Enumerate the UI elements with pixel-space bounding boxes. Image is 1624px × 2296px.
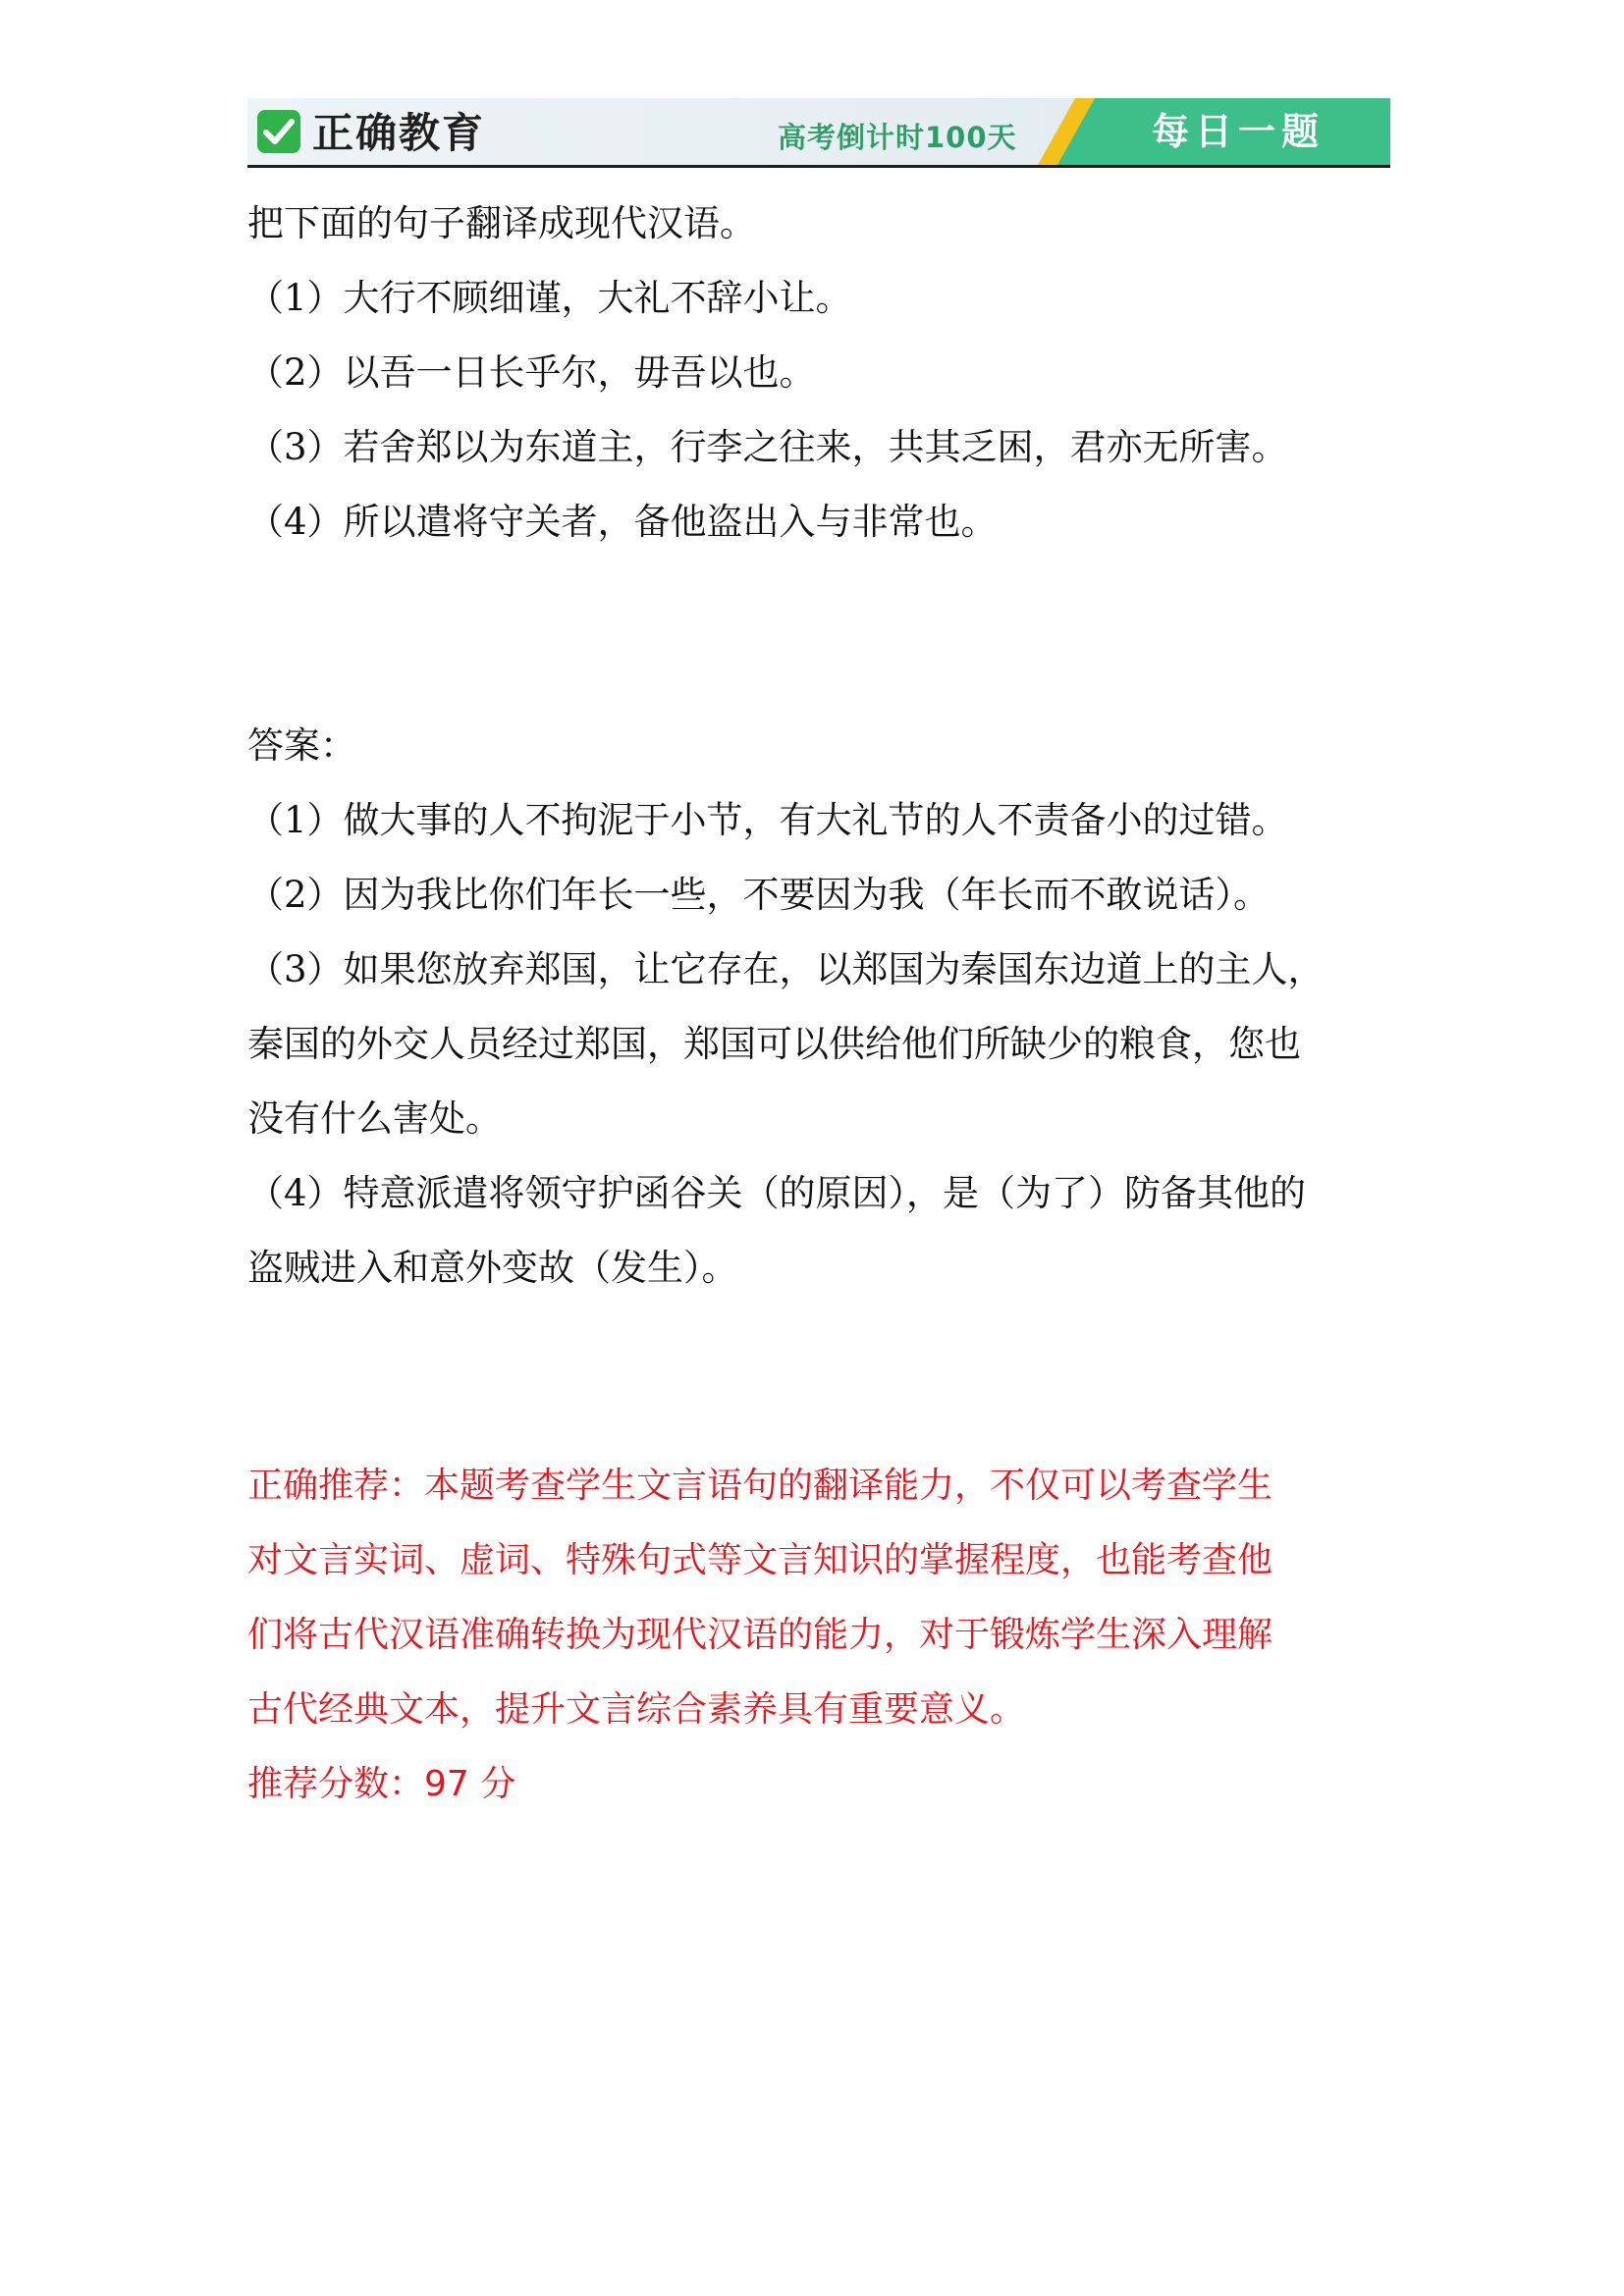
question-section [247, 187, 1390, 560]
answer-section [247, 709, 1390, 1306]
answer-line: （3）如果您放弃郑国，让它存在，以郑国为秦国东边道上的主人， [247, 948, 1325, 990]
answer-line: 盗贼进入和意外变故（发生）。 [247, 1247, 738, 1289]
answer-label: 答案： [247, 724, 356, 767]
question-prompt: 把下面的句子翻译成现代汉语。 [247, 202, 756, 244]
question-item: （2）以吾一日长乎尔，毋吾以也。 [247, 351, 816, 394]
recommendation-line: 们将古代汉语准确转换为现代汉语的能力，对于锻炼学生深入理解 [247, 1615, 1273, 1655]
question-item: （1）大行不顾细谨，大礼不辞小让。 [247, 277, 852, 319]
daily-question-tab [1038, 98, 1390, 165]
answer-line: 秦国的外交人员经过郑国，郑国可以供给他们所缺少的粮食，您也 [247, 1023, 1301, 1065]
answer-line: 没有什么害处。 [247, 1097, 502, 1140]
recommendation-line: 古代经典文本，提升文言综合素养具有重要意义。 [247, 1689, 1026, 1730]
countdown-text: 高考倒计时100天 [778, 121, 1017, 154]
recommendation-section [247, 1449, 1390, 1822]
check-icon [257, 110, 300, 153]
recommendation-line: 对文言实词、虚词、特殊句式等文言知识的掌握程度，也能考查他 [247, 1540, 1273, 1580]
daily-question-label: 每日一题 [1152, 110, 1326, 153]
brand-name: 正确教育 [312, 109, 486, 157]
recommendation-line: 正确推荐：本题考查学生文言语句的翻译能力，不仅可以考查学生 [247, 1466, 1273, 1506]
answer-line: （2）因为我比你们年长一些，不要因为我（年长而不敢说话）。 [247, 874, 1271, 916]
header-banner [247, 98, 1390, 169]
answer-line: （1）做大事的人不拘泥于小节，有大礼节的人不责备小的过错。 [247, 799, 1288, 841]
question-item: （4）所以遣将守关者，备他盗出入与非常也。 [247, 501, 998, 543]
recommendation-score: 推荐分数：97 分 [247, 1764, 516, 1804]
answer-line: （4）特意派遣将领守护函谷关（的原因），是（为了）防备其他的 [247, 1172, 1307, 1214]
header-divider [247, 165, 1390, 168]
question-item: （3）若舍郑以为东道主，行李之往来，共其乏困，君亦无所害。 [247, 426, 1288, 468]
